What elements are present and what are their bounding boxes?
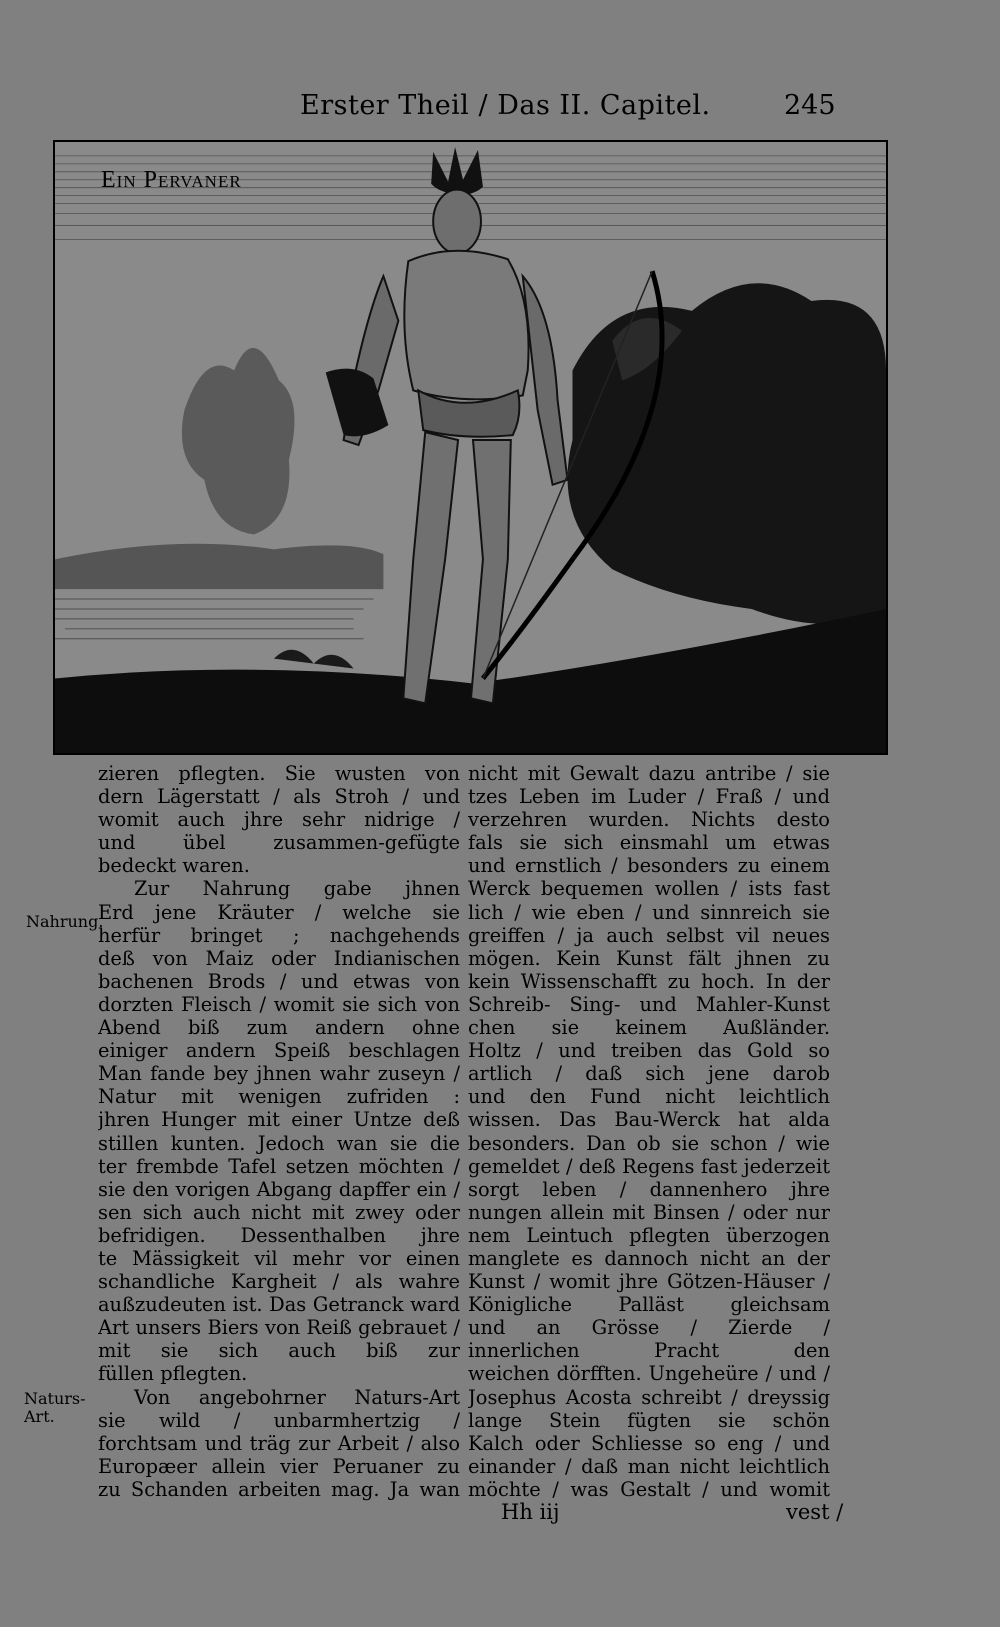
plate-caption: Ein Pervaner <box>101 167 242 193</box>
text-line: und den Fund nicht leichtlich <box>468 1085 830 1109</box>
text-line: manglete es dannoch nicht an der <box>468 1246 830 1270</box>
text-line: befridigen. Dessenthalben jhre <box>98 1223 460 1247</box>
text-line: einiger andern Speiß beschlagen <box>98 1039 460 1063</box>
right-trees <box>568 283 886 624</box>
distant-hills <box>55 544 383 589</box>
text-line: einander / daß man nicht leichtlich <box>468 1454 830 1478</box>
text-line: dern Lägerstatt / als Stroh / und <box>98 785 460 809</box>
text-line: sie den vorigen Abgang dapffer ein / <box>98 1177 460 1201</box>
text-line: herfür bringet ; nachgehends <box>98 923 460 947</box>
catchword: vest / <box>786 1500 844 1524</box>
text-line: zu Schanden arbeiten mag. Ja wan <box>98 1477 460 1501</box>
foreground-ground <box>55 609 886 753</box>
water-lines <box>55 599 373 639</box>
text-line: deß von Maiz oder Indianischen <box>98 946 460 970</box>
text-line: Natur mit wenigen zufriden : <box>98 1085 460 1109</box>
figure-right-arm <box>523 276 568 485</box>
distant-tree <box>182 348 295 535</box>
text-line: stillen kunten. Jedoch wan sie die <box>98 1131 460 1155</box>
grass-tuft <box>274 650 354 669</box>
running-header <box>0 90 1000 130</box>
text-line: sie wild / unbarmhertzig / <box>98 1408 460 1432</box>
text-line: Zur Nahrung gabe jhnen <box>134 877 460 901</box>
feather-headdress <box>431 147 483 194</box>
text-line: chen sie keinem Außländer. <box>468 1016 830 1040</box>
text-line: Art unsers Biers von Reiß gebrauet / <box>98 1316 460 1340</box>
running-title: Erster Theil / Das II. Capitel. <box>300 90 711 121</box>
text-line: te Mässigkeit vil mehr vor einen <box>98 1246 460 1270</box>
text-line: möchte / was Gestalt / und womit <box>468 1477 830 1501</box>
figure-right-leg <box>471 440 511 703</box>
text-line: nicht mit Gewalt dazu antribe / sie <box>468 762 830 785</box>
text-line: lange Stein fügten sie schön <box>468 1408 830 1432</box>
text-line: fals sie sich einsmahl um etwas <box>468 831 830 855</box>
text-line: und übel zusammen-gefügte <box>98 831 460 855</box>
text-line: Europæer allein vier Peruaner zu <box>98 1454 460 1478</box>
page-footer <box>0 1500 1000 1530</box>
text-line: artlich / daß sich jene darob <box>468 1062 830 1086</box>
signature-mark: Hh iij <box>501 1500 560 1524</box>
text-line: ter frembde Tafel setzen möchten / <box>98 1154 460 1178</box>
text-line: dorzten Fleisch / womit sie sich von <box>98 992 460 1016</box>
text-line: jhren Hunger mit einer Untze deß <box>98 1108 460 1132</box>
text-line: mögen. Kein Kunst fält jhnen zu <box>468 946 830 970</box>
text-line: und an Grösse / Zierde / <box>468 1316 830 1340</box>
text-line: nungen allein mit Binsen / oder nur <box>468 1200 830 1224</box>
figure-head <box>433 190 481 254</box>
text-line: verzehren wurden. Nichts desto <box>468 808 830 832</box>
text-line: tzes Leben im Luder / Fraß / und <box>468 785 830 809</box>
text-line: womit auch jhre sehr nidrige / <box>98 808 460 832</box>
text-line: sen sich auch nicht mit zwey oder <box>98 1200 460 1224</box>
engraving-plate <box>53 140 888 755</box>
text-line: Erd jene Kräuter / welche sie <box>98 900 460 924</box>
text-line: nem Leintuch pflegten überzogen <box>468 1223 830 1247</box>
text-line: zieren pflegten. Sie wusten von <box>98 762 460 785</box>
text-line: mit sie sich auch biß zur <box>98 1339 460 1363</box>
page-number: 245 <box>784 90 836 121</box>
text-line: Königliche Palläst gleichsam <box>468 1293 830 1317</box>
text-line: und ernstlich / besonders zu einem <box>468 854 830 878</box>
text-line: forchtsam und träg zur Arbeit / also <box>98 1431 460 1455</box>
figure-tunic <box>404 251 528 400</box>
text-line: Abend biß zum andern ohne <box>98 1016 460 1040</box>
text-line: Werck bequemen wollen / ists fast <box>468 877 830 901</box>
right-text-column <box>468 762 830 1501</box>
left-text-column <box>98 762 460 1501</box>
text-line: bachenen Brods / und etwas von <box>98 969 460 993</box>
margin-note-nahrung: Nahrung. <box>26 912 104 931</box>
text-line: füllen pflegten. <box>98 1362 248 1386</box>
text-line: innerlichen Pracht den <box>468 1339 830 1363</box>
text-line: kein Wissenschafft zu hoch. In der <box>468 969 830 993</box>
text-line: Man fande bey jhnen wahr zuseyn / <box>98 1062 460 1086</box>
text-line: bedeckt waren. <box>98 854 250 878</box>
text-line: Kunst / womit jhre Götzen-Häuser / <box>468 1270 830 1294</box>
text-line: Josephus Acosta schreibt / dreyssig <box>468 1385 830 1409</box>
text-line: Kalch oder Schliesse so eng / und <box>468 1431 830 1455</box>
text-line: außzudeuten ist. Das Getranck ward <box>98 1293 460 1317</box>
text-line: Schreib- Sing- und Mahler-Kunst <box>468 992 830 1016</box>
text-line: sorgt leben / dannenhero jhre <box>468 1177 830 1201</box>
text-line: weichen dörfften. Ungeheüre / und / <box>468 1362 830 1386</box>
engraving-illustration <box>55 142 886 753</box>
text-line: besonders. Dan ob sie schon / wie <box>468 1131 830 1155</box>
figure-left-leg <box>403 432 458 703</box>
text-line: wissen. Das Bau-Werck hat alda <box>468 1108 830 1132</box>
text-line: Von angebohrner Naturs-Art <box>134 1385 460 1409</box>
text-line: Holtz / und treiben das Gold so <box>468 1039 830 1063</box>
margin-note-natur-art: Naturs-Art. <box>24 1389 86 1426</box>
text-line: schandliche Kargheit / als wahre <box>98 1270 460 1294</box>
text-line: greiffen / ja auch selbst vil neues <box>468 923 830 947</box>
text-line: lich / wie eben / und sinnreich sie <box>468 900 830 924</box>
text-line: gemeldet / deß Regens fast jederzeit <box>468 1154 830 1178</box>
